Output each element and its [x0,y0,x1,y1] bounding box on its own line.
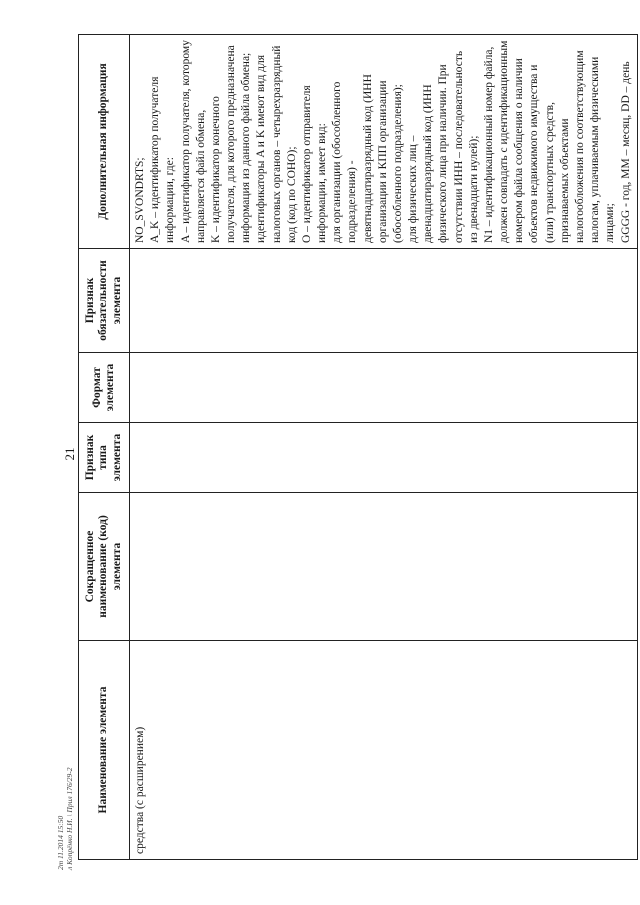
header-element-format: Формат элемента [79,353,130,423]
info-line: GGGG - год, MM – месяц, DD – день [619,61,632,243]
info-line: для физических лиц – двенадцатиразрядный код (ИНН физического лица при наличии. При отсутствии ИНН – последовательность из двенадцати нулей); [407,50,480,243]
info-line: A_K – идентификатор получателя информации, где: [149,76,177,243]
page-number: 21 [62,447,77,461]
header-additional-info: Дополнительная информация [79,35,130,249]
info-line: K – идентификатор конечного получателя, для которого предназначена информация из данного файла обмена; [209,45,253,243]
cell-additional-info [130,35,638,249]
info-line: N1 – идентификационный номер файла, должен совпадать с идентификационным номером файла сообщения о наличии объектов недвижимого имущества и (или) транспортных средств, признаваемых объектами налогообложения по соответствующим налогам, уплачиваемым физическими лицами; [482,40,617,243]
header-element-code: Сокращенное наименование (код) элемента [79,493,130,641]
cell-element-code [130,493,638,641]
info-line: идентификаторы A и K имеют вид для налоговых органов – четырехразрядный код (код по СОНО); [255,45,298,243]
cell-element-format [130,353,638,423]
element-table [78,34,638,860]
header-element-required: Признак обязательности элемента [79,249,130,353]
table-header-row [79,35,130,860]
info-line: для организации (обособленного подразделения) - девятнадцатиразрядный код (ИНН организации и КПП организации (обособленного подразделения); [331,74,404,243]
cell-element-name: средства (с расширением) [130,641,638,860]
header-element-name: Наименование элемента [79,641,130,860]
print-stamp-author: л Копрёнко Н.И. \ Прил 176/29-2 [65,767,75,870]
print-stamp-footer [56,720,75,870]
cell-element-type [130,423,638,493]
print-stamp-date: 2т 11.2014 15:50 [56,815,65,870]
header-element-type: Признак типа элемента [79,423,130,493]
info-line: NO_SVONDRTS; [134,157,146,243]
table-row [130,35,638,860]
cell-element-required [130,249,638,353]
element-table-wrapper [78,35,632,860]
info-line: A – идентификатор получателя, которому направляется файл обмена, [179,40,207,243]
info-line: O – идентификатор отправителя информации, имеет вид: [300,85,329,243]
